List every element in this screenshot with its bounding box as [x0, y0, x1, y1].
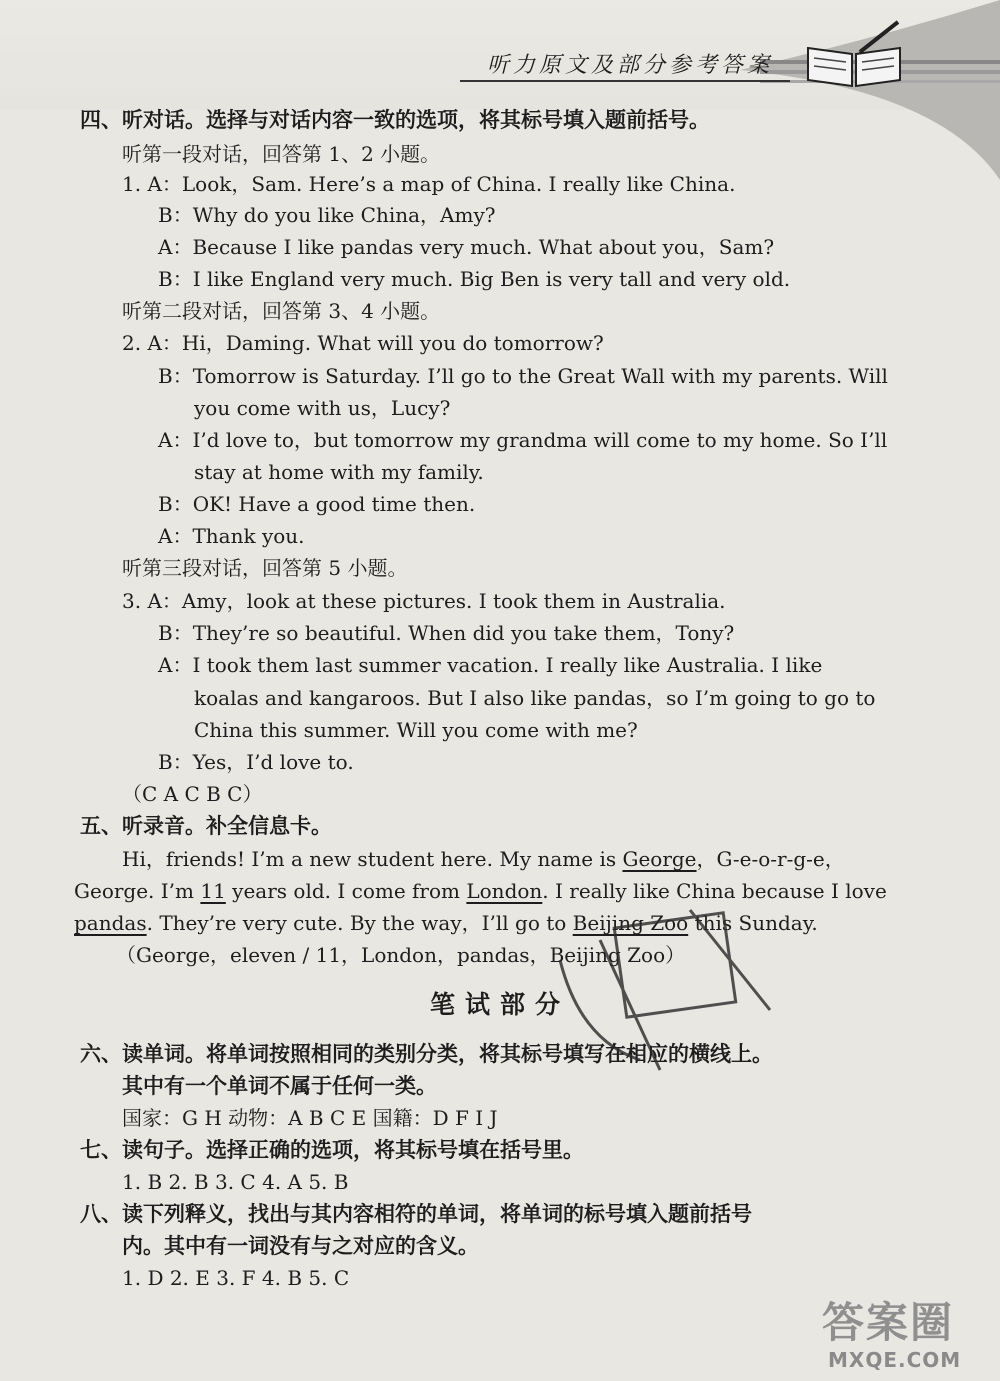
watermark-logo-text: 答案圈 [822, 1298, 955, 1347]
blank-answer: George [622, 847, 697, 871]
dialogue2-line: B：Tomorrow is Saturday. I’ll go to the Great Wall with my parents. Will [158, 364, 888, 388]
section8-answer: 1. D 2. E 3. F 4. B 5. C [122, 1266, 350, 1290]
passage-line [122, 845, 845, 873]
header-title: 听力原文及部分参考答案 [486, 53, 773, 78]
section5-answer: （George，eleven / 11，London，pandas，Beijing Zoo） [116, 943, 686, 967]
section4-heading: 四、听对话。选择与对话内容一致的选项，将其标号填入题前括号。 [80, 107, 710, 132]
dialogue3-line: A：I took them last summer vacation. I really like Australia. I like [158, 653, 823, 677]
passage-text: George. I’m [74, 879, 201, 903]
passage-text: . They’re very cute. By the way，I’ll go to [146, 911, 573, 935]
section7-answer: 1. B 2. B 3. C 4. A 5. B [122, 1170, 349, 1194]
dialogue2-line: B：OK! Have a good time then. [158, 492, 476, 516]
site-watermark [808, 1290, 994, 1378]
section4-answer: （C A C B C） [122, 782, 263, 806]
blank-answer: 11 [200, 879, 226, 903]
dialogue2-intro: 听第二段对话，回答第 3、4 小题。 [122, 299, 441, 323]
dialogue2-line: you come with us，Lucy? [194, 396, 451, 420]
dialogue1-line: B：Why do you like China，Amy? [158, 203, 496, 227]
dialogue3-line: B：Yes，I’d love to. [158, 750, 354, 774]
dialogue1-line: 1. A：Look，Sam. Here’s a map of China. I really like China. [122, 172, 736, 196]
passage-text: this Sunday. [688, 911, 818, 935]
dialogue2-line: A：I’d love to，but tomorrow my grandma will come to my home. So I’ll [158, 428, 888, 452]
section8-heading: 内。其中有一词没有与之对应的含义。 [122, 1233, 479, 1258]
dialogue1-line: A：Because I like pandas very much. What about you，Sam? [158, 235, 775, 259]
blank-answer: Beijing Zoo [572, 911, 689, 935]
dialogue2-line: A：Thank you. [158, 524, 305, 548]
dialogue2-line: 2. A：Hi，Daming. What will you do tomorrow? [122, 331, 604, 355]
open-book-pen-icon [800, 18, 910, 88]
section5-heading: 五、听录音。补全信息卡。 [80, 813, 332, 838]
dialogue3-intro: 听第三段对话，回答第 5 小题。 [122, 556, 408, 580]
section8-heading: 八、读下列释义，找出与其内容相符的单词，将单词的标号填入题前括号 [80, 1201, 752, 1226]
dialogue1-intro: 听第一段对话，回答第 1、2 小题。 [122, 142, 441, 166]
header-rule [460, 80, 790, 82]
ink-stamp-mark [540, 900, 790, 1090]
dialogue2-line: stay at home with my family. [194, 460, 484, 484]
passage-text: . I really like China because I love [542, 879, 887, 903]
blank-answer: pandas [74, 911, 147, 935]
written-section-title: 笔试部分 [429, 990, 570, 1019]
watermark-url: MXQE.COM [828, 1348, 962, 1372]
passage-text: Hi，friends! I’m a new student here. My name is [122, 847, 623, 871]
passage-text: years old. I come from [225, 879, 467, 903]
section6-heading: 其中有一个单词不属于任何一类。 [122, 1073, 437, 1098]
section7-heading: 七、读句子。选择正确的选项，将其标号填在括号里。 [80, 1137, 584, 1162]
section6-answer: 国家：G H 动物：A B C E 国籍：D F I J [122, 1106, 498, 1130]
dialogue3-line: B：They’re so beautiful. When did you take them，Tony? [158, 621, 735, 645]
section6-heading: 六、读单词。将单词按照相同的类别分类，将其标号填写在相应的横线上。 [80, 1041, 773, 1066]
dialogue3-line: 3. A：Amy，look at these pictures. I took them in Australia. [122, 589, 726, 613]
dialogue3-line: China this summer. Will you come with me? [194, 718, 638, 742]
passage-text: ，G-e-o-r-g-e， [696, 847, 845, 871]
dialogue3-line: koalas and kangaroos. But I also like pandas，so I’m going to go to [194, 686, 876, 710]
dialogue1-line: B：I like England very much. Big Ben is very tall and very old. [158, 267, 791, 291]
blank-answer: London [466, 879, 543, 903]
